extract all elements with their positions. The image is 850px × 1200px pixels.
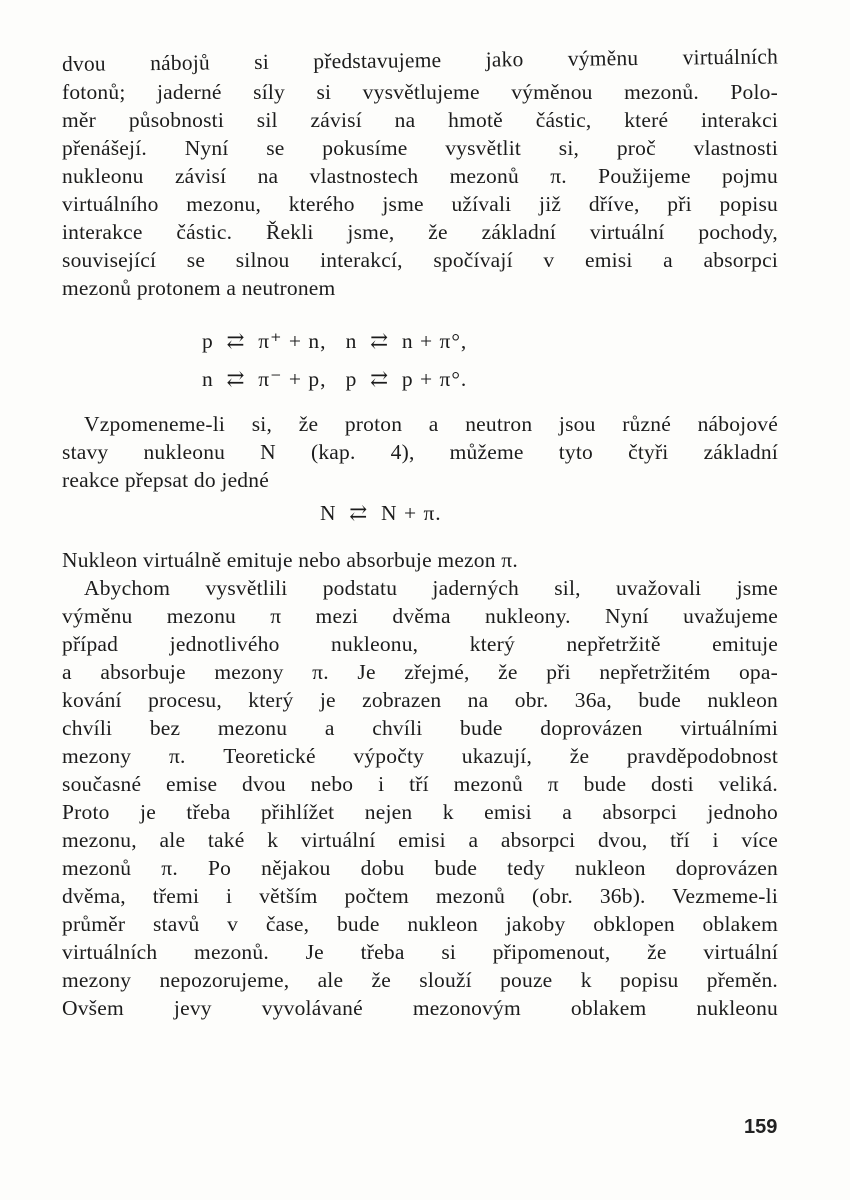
text-line: chvíli bez mezonu a chvíli bude doprovázen virtuálními xyxy=(62,716,778,740)
text-line: nukleonu závisí na vlastnostech mezonů π. Použijeme pojmu xyxy=(62,164,778,188)
text-line: přenášejí. Nyní se pokusíme vysvětlit si, proč vlastnosti xyxy=(62,136,778,160)
text-line: kování procesu, který je zobrazen na obr. 36a, bude nukleon xyxy=(62,688,778,712)
text-line: virtuálních mezonů. Je třeba si připomenout, že virtuální xyxy=(62,940,778,964)
text-line: dvěma, třemi i větším počtem mezonů (obr. 36b). Vezmeme-li xyxy=(62,884,778,908)
text-line: související se silnou interakcí, spočívají v emisi a absorpci xyxy=(62,248,778,272)
paragraph-2 xyxy=(62,410,778,494)
text-line: mezonů π. Po nějakou dobu bude tedy nukleon doprovázen xyxy=(62,856,778,880)
reaction-equations xyxy=(62,322,778,398)
page-number: 159 xyxy=(744,1116,778,1138)
book-page xyxy=(61,44,779,1022)
text-line: případ jednotlivého nukleonu, který nepřetržitě emituje xyxy=(62,632,778,656)
equation: p ⇄ π⁺ + n, n ⇄ n + π°, xyxy=(202,329,468,353)
equation: n ⇄ π⁻ + p, p ⇄ p + π°. xyxy=(202,367,468,391)
text-line: dvou nábojů si představujeme jako výměnu virtuálních xyxy=(61,44,779,76)
text-line: Ovšem jevy vyvolávané mezonovým oblakem nukleonu xyxy=(62,996,778,1020)
text-line: virtuálního mezonu, kterého jsme užívali již dříve, při popisu xyxy=(62,192,778,216)
text-line: výměnu mezonu π mezi dvěma nukleony. Nyní uvažujeme xyxy=(62,604,778,628)
text-line: Abychom vysvětlili podstatu jaderných sil, uvažovali jsme xyxy=(84,576,778,600)
text-line: reakce přepsat do jedné xyxy=(62,468,269,492)
text-line: Vzpomeneme-li si, že proton a neutron jsou různé nábojové xyxy=(84,412,778,436)
paragraph-1 xyxy=(61,44,779,302)
text-line: mezonu, ale také k virtuální emisi a absorpci dvou, tří i více xyxy=(62,828,778,852)
text-line: Proto je třeba přihlížet nejen k emisi a absorpci jednoho xyxy=(62,800,778,824)
paragraph-3 xyxy=(62,574,778,1022)
text-line: fotonů; jaderné síly si vysvětlujeme výměnou mezonů. Polo- xyxy=(62,80,778,104)
text-line: a absorbuje mezony π. Je zřejmé, že při nepřetržitém opa- xyxy=(62,660,778,684)
combined-equation: N ⇄ N + π. xyxy=(320,501,442,525)
text-line: Nukleon virtuálně emituje nebo absorbuje mezon π. xyxy=(62,548,518,572)
text-line: průměr stavů v čase, bude nukleon jakoby obklopen oblakem xyxy=(62,912,778,936)
text-line: mezony π. Teoretické výpočty ukazují, že pravděpodobnost xyxy=(62,744,778,768)
text-line: interakce částic. Řekli jsme, že základní virtuální pochody, xyxy=(62,220,778,244)
text-line: mezonů protonem a neutronem xyxy=(62,276,336,300)
text-line: současné emise dvou nebo i tří mezonů π bude dosti veliká. xyxy=(62,772,778,796)
text-line: mezony nepozorujeme, ale že slouží pouze k popisu přeměn. xyxy=(62,968,778,992)
text-line: stavy nukleonu N (kap. 4), můžeme tyto čtyři základní xyxy=(62,440,778,464)
text-line: měr působnosti sil závisí na hmotě částic, které interakci xyxy=(62,108,778,132)
